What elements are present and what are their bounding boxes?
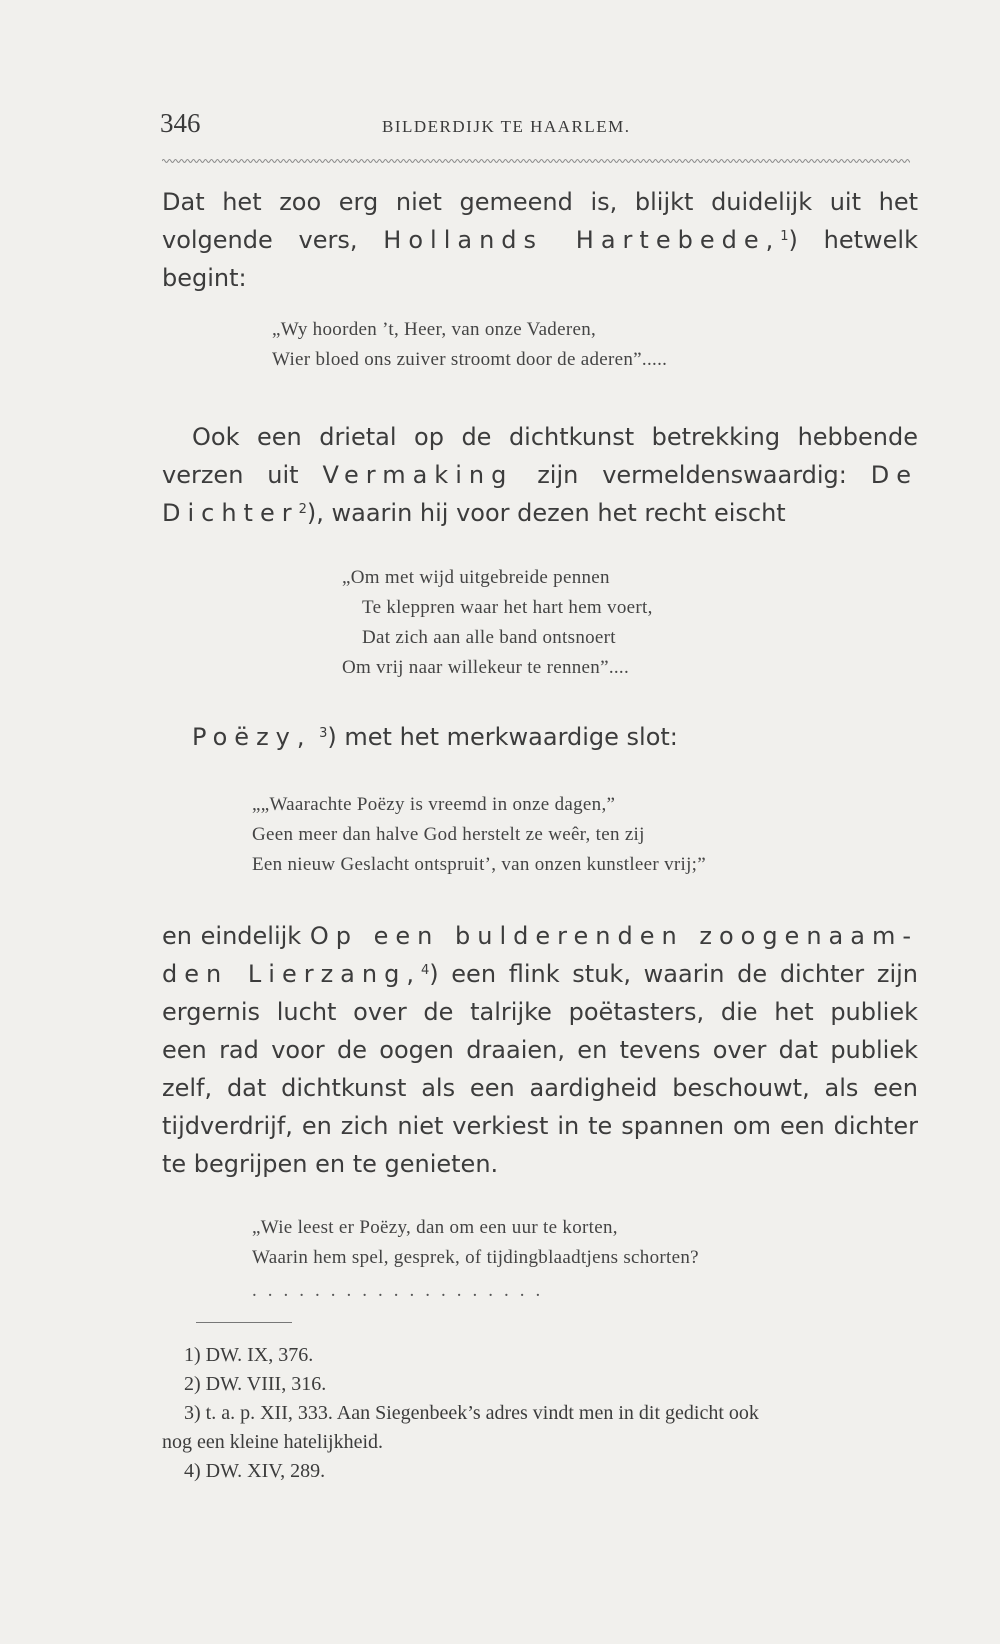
paragraph-1 <box>162 183 918 297</box>
title-spaced: De <box>870 461 918 489</box>
verse-line: Wier bloed ons zuiver stroomt door de aderen”..... <box>272 349 668 370</box>
text-run: verzen uit <box>162 461 299 489</box>
paragraph-line: Ook een drietal op de dichtkunst betrekking hebbende <box>192 423 918 451</box>
footnote-4: 4) DW. XIV, 289. <box>184 1460 326 1482</box>
verse-line: „Wy hoorden ’t, Heer, van onze Vaderen, <box>272 319 597 340</box>
paragraph-line: een rad voor de oogen draaien, en tevens over dat publiek <box>162 1036 918 1064</box>
header-wavy-rule <box>162 158 910 164</box>
footnote-3-continued: nog een kleine hatelijkheid. <box>162 1431 384 1453</box>
title-spaced: Poëzy, <box>192 723 312 751</box>
page-number: 346 <box>160 108 201 138</box>
verse-line: Dat zich aan alle band ontsnoert <box>362 627 616 648</box>
paragraph-line <box>162 221 918 259</box>
footnote-ref: 1 <box>780 229 789 244</box>
text-run: ) hetwelk <box>788 226 918 254</box>
paragraph-line <box>162 917 918 955</box>
title-spaced: den Lierzang, <box>162 960 421 988</box>
paragraph-line <box>192 718 948 756</box>
footnote-3: 3) t. a. p. XII, 333. Aan Siegenbeek’s adres vindt men in dit gedicht ook <box>184 1402 759 1424</box>
title-spaced: Vermaking <box>322 461 514 489</box>
paragraph-line <box>162 456 918 494</box>
footnote-ref: 2 <box>298 502 307 517</box>
verse-line: „Wie leest er Poëzy, dan om een uur te korten, <box>252 1217 618 1238</box>
verse-quote-1 <box>272 315 667 375</box>
verse-line: Geen meer dan halve God herstelt ze weêr, ten zij <box>252 824 645 845</box>
paragraph-line: tijdverdrijf, en zich niet verkiest in te spannen om een dichter <box>162 1112 918 1140</box>
verse-quote-4 <box>252 1213 699 1273</box>
footnote-ref: 3 <box>319 726 328 741</box>
footnote-2: 2) DW. VIII, 316. <box>184 1373 327 1395</box>
paragraph-3 <box>192 718 948 756</box>
footnote-ref: 4 <box>420 963 430 978</box>
verse-quote-3 <box>252 790 706 880</box>
paragraph-line: te begrijpen en te genieten. <box>162 1150 499 1178</box>
text-run: zijn vermeldenswaardig: <box>537 461 847 489</box>
text-run: volgende vers, <box>162 226 358 254</box>
text-run: ) een flink stuk, waarin de dichter zijn <box>429 960 918 988</box>
title-spaced: Hollands Hartebede, <box>383 226 781 254</box>
paragraph-line: Dat het zoo erg niet gemeend is, blijkt duidelijk uit het <box>162 188 918 216</box>
running-head: BILDERDIJK TE HAARLEM. <box>382 117 631 136</box>
text-run: ), waarin hij voor dezen het recht eischt <box>306 499 786 527</box>
ellipsis-dots: ................... <box>252 1280 552 1301</box>
paragraph-line: ergernis lucht over de talrijke poëtasters, die het publiek <box>162 998 918 1026</box>
paragraph-4 <box>162 917 918 1183</box>
paragraph-line: begint: <box>162 264 247 292</box>
paragraph-line: zelf, dat dichtkunst als een aardigheid beschouwt, als een <box>162 1074 918 1102</box>
page-header <box>160 108 910 148</box>
verse-line: Te kleppren waar het hart hem voert, <box>362 597 653 618</box>
title-spaced: Op een bulderenden zoogenaam- <box>309 922 918 950</box>
verse-line: „Om met wijd uitgebreide pennen <box>342 567 610 588</box>
footnotes <box>162 1341 918 1486</box>
verse-line: Waarin hem spel, gesprek, of tijdingblaadtjens schorten? <box>252 1247 699 1268</box>
text-run: ) met het merkwaardige slot: <box>327 723 678 751</box>
text-run: en eindelijk <box>162 922 302 950</box>
footnote-rule <box>196 1322 292 1323</box>
paragraph-2 <box>162 418 918 532</box>
paragraph-line <box>162 955 918 993</box>
title-spaced: Dichter <box>162 499 299 527</box>
paragraph-line <box>162 494 918 532</box>
verse-line: Om vrij naar willekeur te rennen”.... <box>342 657 630 678</box>
footnote-1: 1) DW. IX, 376. <box>184 1344 314 1366</box>
verse-quote-2 <box>342 563 653 683</box>
verse-line: „„Waarachte Poëzy is vreemd in onze dagen,” <box>252 794 616 815</box>
verse-line: Een nieuw Geslacht ontspruit’, van onzen kunstleer vrij;” <box>252 854 706 875</box>
